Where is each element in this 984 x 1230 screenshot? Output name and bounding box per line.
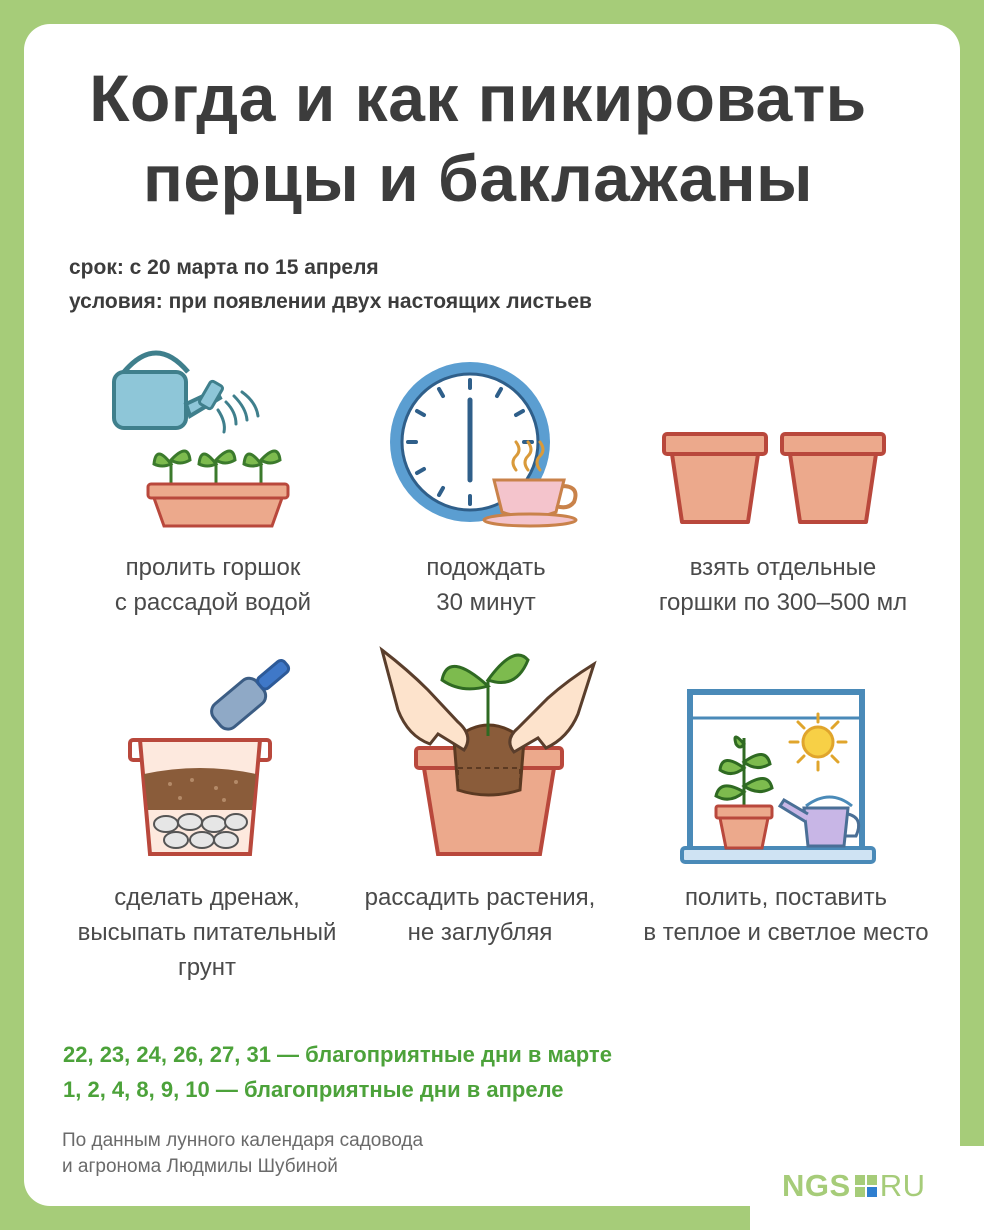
- two-pots-icon: [660, 430, 890, 530]
- window-sun-plant-icon: [680, 688, 880, 868]
- step-3-caption: [618, 550, 948, 620]
- favorable-days-april: 1, 2, 4, 8, 9, 10 — благоприятные дни в апреле: [63, 1077, 564, 1102]
- step-5-line-2: не заглубляя: [407, 919, 553, 946]
- title-line-1: Когда и как пикировать: [89, 61, 867, 135]
- step-1-line-2: с рассадой водой: [114, 589, 312, 616]
- step-3-line-1: взять отдельные: [689, 554, 877, 581]
- step-4-line-3: грунт: [177, 954, 237, 981]
- title-line-2: перцы и баклажаны: [142, 141, 814, 215]
- term-text: срок: с 20 марта по 15 апреля: [69, 256, 379, 279]
- watering-can-seedlings-icon: [96, 336, 306, 536]
- source-note: [62, 1128, 423, 1180]
- step-6-line-2: в теплое и светлое место: [643, 919, 929, 946]
- ngs-logo: [782, 1168, 925, 1204]
- conditions-text: условия: при появлении двух настоящих листьев: [69, 290, 592, 313]
- step-2-caption: [321, 550, 651, 620]
- logo-ru-text: RU: [879, 1168, 926, 1203]
- step-5-caption: [315, 880, 645, 950]
- source-line-2: и агронома Людмилы Шубиной: [62, 1156, 338, 1177]
- step-4-line-2: высыпать питательный: [77, 919, 337, 946]
- clock-teacup-icon: [384, 352, 584, 532]
- step-1-line-1: пролить горшок: [125, 554, 301, 581]
- step-2-line-1: подождать: [426, 554, 546, 581]
- favorable-days-march: 22, 23, 24, 26, 27, 31 — благоприятные дни в марте: [63, 1042, 612, 1067]
- logo-ngs-text: NGS: [782, 1168, 851, 1203]
- page-title: [0, 58, 956, 218]
- step-6-line-1: полить, поставить: [684, 884, 888, 911]
- step-6-caption: [618, 880, 954, 950]
- hands-transplant-icon: [378, 640, 598, 860]
- source-line-1: По данным лунного календаря садовода: [62, 1130, 424, 1151]
- step-5-line-1: рассадить растения,: [364, 884, 596, 911]
- step-3-line-2: горшки по 300–500 мл: [658, 589, 908, 616]
- logo-squares-icon: [855, 1175, 877, 1197]
- step-4-line-1: сделать дренаж,: [114, 884, 300, 911]
- drainage-soil-scoop-icon: [120, 656, 300, 866]
- step-2-line-2: 30 минут: [436, 589, 536, 616]
